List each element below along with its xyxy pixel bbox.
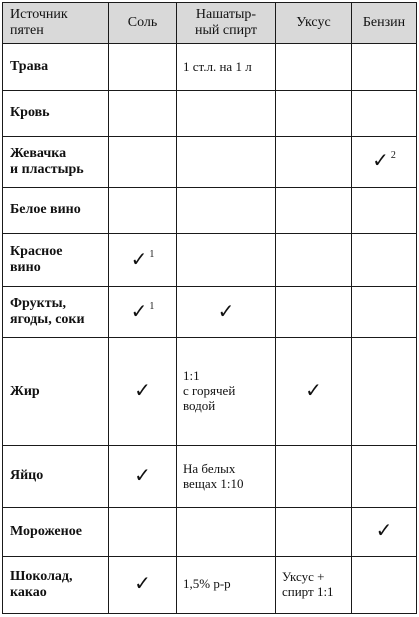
salt-cell: [109, 507, 177, 556]
ammonia-cell: [177, 136, 276, 187]
check-icon: ✓: [375, 520, 393, 543]
table-row: [3, 556, 417, 613]
vinegar-cell: Уксус + спирт 1:1: [276, 556, 352, 613]
ammonia-cell: [177, 188, 276, 234]
table-row: [3, 287, 417, 338]
footnote-marker: 1: [149, 300, 155, 312]
salt-cell: [109, 556, 177, 613]
salt-cell: [109, 446, 177, 507]
benzine-cell: [352, 287, 417, 338]
benzine-cell: [352, 136, 417, 187]
benzine-cell: [352, 556, 417, 613]
check-icon: ✓: [217, 300, 235, 323]
header-ammonia: Нашатыр- ный спирт: [177, 3, 276, 44]
ammonia-cell: [177, 233, 276, 286]
benzine-cell: [352, 44, 417, 91]
benzine-cell: [352, 233, 417, 286]
ammonia-cell: [177, 90, 276, 136]
check-icon: ✓: [305, 380, 322, 403]
vinegar-cell: [276, 507, 352, 556]
salt-cell: [109, 338, 177, 446]
benzine-cell: [352, 90, 417, 136]
table-row: [3, 338, 417, 446]
table-row: [3, 507, 417, 556]
vinegar-cell: [276, 287, 352, 338]
benzine-cell: [352, 507, 417, 556]
benzine-cell: [352, 338, 417, 446]
stain-source-cell: Яйцо: [3, 446, 109, 507]
check-icon: ✓: [372, 150, 389, 173]
stain-source-cell: Жир: [3, 338, 109, 446]
header-vinegar: Уксус: [276, 3, 352, 44]
stain-source-cell: Фрукты, ягоды, соки: [3, 287, 109, 338]
vinegar-cell: [276, 233, 352, 286]
stain-source-cell: Кровь: [3, 90, 109, 136]
vinegar-cell: [276, 446, 352, 507]
stain-source-cell: Мороженое: [3, 507, 109, 556]
stain-source-cell: Трава: [3, 44, 109, 91]
stain-source-cell: Жевачка и пластырь: [3, 136, 109, 187]
table-row: [3, 90, 417, 136]
salt-cell: [109, 188, 177, 234]
benzine-cell: [352, 188, 417, 234]
ammonia-cell: 1:1 с горячей водой: [177, 338, 276, 446]
table-row: [3, 44, 417, 91]
header-benzine: Бензин: [352, 3, 417, 44]
salt-cell: [109, 287, 177, 338]
vinegar-cell: [276, 44, 352, 91]
header-row: [3, 3, 417, 44]
table-row: [3, 136, 417, 187]
vinegar-cell: [276, 188, 352, 234]
table-row: [3, 446, 417, 507]
salt-cell: [109, 90, 177, 136]
ammonia-cell: На белых вещах 1:10: [177, 446, 276, 507]
stain-source-cell: Шоколад, какао: [3, 556, 109, 613]
vinegar-cell: [276, 90, 352, 136]
header-stain-source: Источник пятен: [3, 3, 109, 44]
vinegar-cell: [276, 338, 352, 446]
check-icon: ✓: [130, 248, 148, 271]
table-row: [3, 233, 417, 286]
ammonia-cell: 1 ст.л. на 1 л: [177, 44, 276, 91]
ammonia-cell: [177, 287, 276, 338]
ammonia-cell: 1,5% р-р: [177, 556, 276, 613]
stain-removal-table: [2, 2, 417, 614]
header-salt: Соль: [109, 3, 177, 44]
benzine-cell: [352, 446, 417, 507]
check-icon: ✓: [134, 380, 151, 403]
footnote-marker: 2: [390, 150, 396, 162]
table-row: [3, 188, 417, 234]
check-icon: ✓: [134, 465, 151, 488]
stain-source-cell: Красное вино: [3, 233, 109, 286]
vinegar-cell: [276, 136, 352, 187]
salt-cell: [109, 44, 177, 91]
check-icon: ✓: [130, 300, 148, 323]
check-icon: ✓: [134, 573, 151, 596]
salt-cell: [109, 136, 177, 187]
stain-source-cell: Белое вино: [3, 188, 109, 234]
footnote-marker: 1: [149, 248, 155, 260]
salt-cell: [109, 233, 177, 286]
ammonia-cell: [177, 507, 276, 556]
